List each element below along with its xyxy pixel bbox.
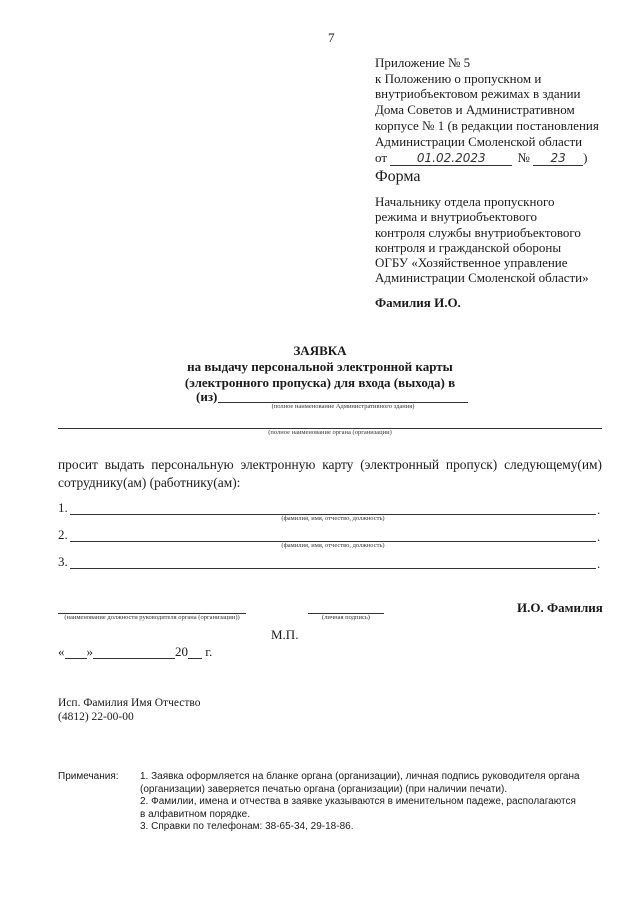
number-label: № [517, 150, 530, 166]
year-blank [188, 645, 202, 659]
employee-number: 2. [58, 527, 68, 542]
addressee-line: контроля и гражданской обороны [375, 239, 562, 255]
addressee-line: контроля службы внутриобъектового [375, 224, 581, 240]
executor-name: Исп. Фамилия Имя Отчество [58, 697, 201, 709]
employee-caption: (фамилия, имя, отчество, должность) [281, 515, 385, 522]
building-caption: (полное наименование Административного здания) [271, 403, 415, 410]
organization-caption: (полное наименование органа (организации) [268, 429, 392, 436]
date-line [58, 644, 212, 660]
addressee-line: режима и внутриобъектового [375, 209, 537, 225]
page-number: 7 [328, 30, 335, 45]
day-blank [65, 645, 87, 659]
title-heading: ЗАЯВКА [293, 343, 347, 358]
note-item: 1. Заявка оформляется на бланке органа (организации), личная подпись руководителя органа (организации) заверяется печатью органа (организации) (при наличии печати). [140, 771, 580, 795]
line-end-dot: . [597, 556, 601, 571]
signer-name: И.О. Фамилия [517, 600, 603, 615]
request-text: просит выдать персональную электронную карту (электронный пропуск) следующему(им) сотруднику(ам) (работнику(ам): [58, 457, 602, 490]
from-label: от [375, 150, 388, 166]
signature-caption: (личная подпись) [322, 614, 370, 621]
addressee-line: Начальнику отдела пропускного [375, 194, 555, 209]
employee-caption: (фамилия, имя, отчество, должность) [281, 542, 385, 549]
month-blank [93, 645, 175, 659]
addressee-line: Администрации Смоленской области» [375, 270, 589, 286]
appendix-line: внутриобъектовом режимах в здании [375, 86, 581, 102]
line-end-dot: . [597, 502, 601, 517]
handwritten-number: 23 [533, 152, 583, 166]
addressee-line: ОГБУ «Хозяйственное управление [375, 255, 568, 271]
appendix-line: Дома Советов и Административном [375, 102, 575, 118]
appendix-line: корпусе № 1 (в редакции постановления [375, 117, 599, 133]
title-subline: (электронного пропуска) для входа (выхода) в [184, 375, 456, 390]
open-quote: « [58, 644, 65, 659]
notes-list [140, 771, 582, 834]
appendix-line: Приложение № 5 [375, 55, 471, 70]
appendix-date-line [375, 150, 625, 166]
executor-phone: (4812) 22-00-00 [58, 711, 134, 723]
addressee-name: Фамилия И.О. [375, 295, 461, 310]
employee-line [70, 568, 596, 569]
head-position-caption: (наименование должности руководителя органа (организации)) [64, 614, 240, 621]
employee-number: 1. [58, 500, 68, 515]
closing-paren: ) [583, 150, 588, 166]
stamp-mark: М.П. [271, 627, 299, 642]
handwritten-date: 01.02.2023 [390, 152, 512, 166]
note-item: 2. Фамилии, имена и отчества в заявке указываются в именительном падеже, располагаются в алфавитном порядке. [140, 796, 576, 820]
employee-number: 3. [58, 554, 68, 569]
year-suffix: г. [205, 644, 213, 659]
form-label: Форма [375, 168, 421, 185]
title-subline: на выдачу персональной электронной карты [187, 359, 453, 374]
title-from: (из) [196, 389, 218, 404]
appendix-line: Администрации Смоленской области [375, 133, 583, 149]
notes-label: Примечания: [58, 771, 119, 782]
appendix-block [375, 55, 625, 166]
appendix-line: к Положению о пропускном и [375, 70, 542, 86]
year-prefix: 20 [175, 644, 188, 659]
line-end-dot: . [597, 529, 601, 544]
note-item: 3. Справки по телефонам: 38-65-34, 29-18-86. [140, 821, 354, 833]
addressee-block [375, 194, 625, 286]
close-quote: » [86, 644, 93, 659]
